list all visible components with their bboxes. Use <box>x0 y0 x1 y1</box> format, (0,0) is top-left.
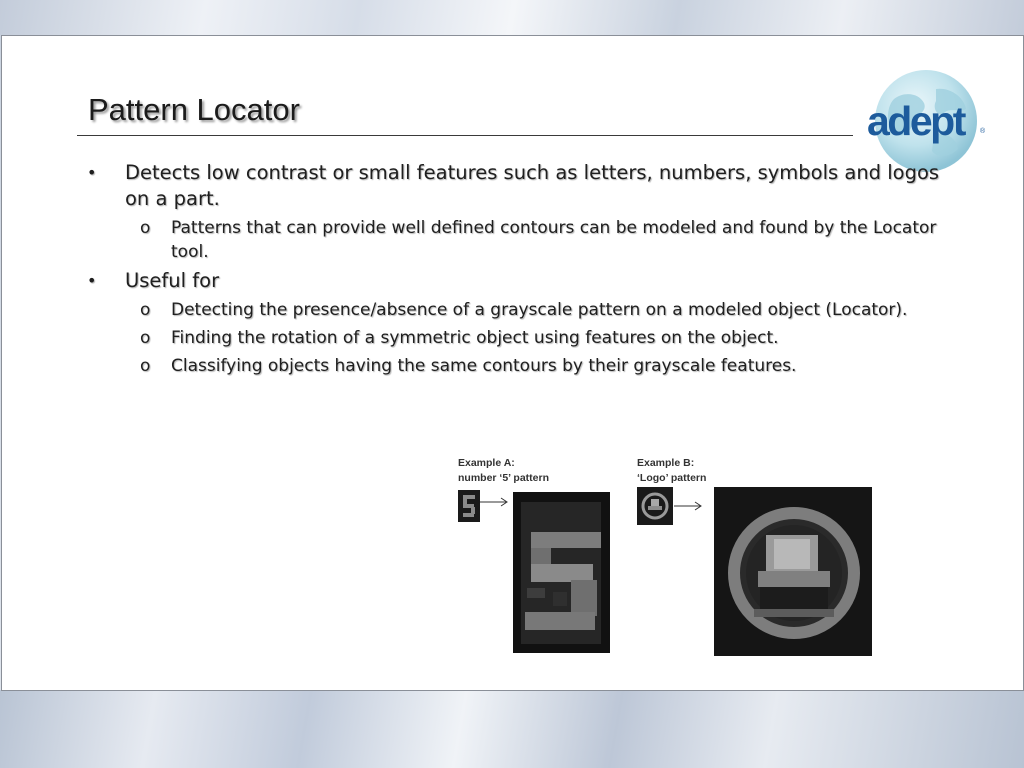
top-background-band <box>0 0 1024 35</box>
sub-bullet-item <box>85 216 945 264</box>
example-a-label: Example A: number ‘5’ pattern <box>458 457 550 484</box>
digit-5-thumbnail <box>458 490 480 522</box>
bullet-item-2 <box>85 268 945 294</box>
trademark-mark: ® <box>980 128 986 135</box>
sub-bullet-text: Finding the rotation of a symmetric object using features on the object. <box>171 328 779 348</box>
digit-5-enlarged-image <box>513 492 610 653</box>
bullet-marker: • <box>87 271 97 290</box>
sub-bullet-item <box>85 354 945 378</box>
title-underline <box>77 135 853 136</box>
bullet-item-1 <box>85 160 945 212</box>
example-b-label: Example B: ‘Logo’ pattern <box>637 457 707 484</box>
logo-pattern-enlarged-image <box>714 487 872 656</box>
sub-bullet-marker: o <box>140 218 151 238</box>
sub-bullet-item <box>85 298 945 322</box>
slide-title: Pattern Locator <box>88 92 300 127</box>
logo-pattern-thumbnail <box>637 487 673 525</box>
bullet-list <box>85 160 945 382</box>
sub-bullet-text: Classifying objects having the same contours by their grayscale features. <box>171 356 797 376</box>
sub-bullet-marker: o <box>140 356 151 376</box>
bullet-text: Detects low contrast or small features such as letters, numbers, symbols and logos on a part. <box>125 161 940 210</box>
sub-bullet-marker: o <box>140 328 151 348</box>
sub-bullet-marker: o <box>140 300 151 320</box>
sub-bullet-text: Detecting the presence/absence of a grayscale pattern on a modeled object (Locator). <box>171 300 908 320</box>
arrow-icon <box>480 496 510 508</box>
bullet-marker: • <box>87 163 97 182</box>
sub-bullet-text: Patterns that can provide well defined contours can be modeled and found by the Locator tool. <box>171 218 937 262</box>
adept-wordmark: adept <box>867 98 964 144</box>
bullet-text: Useful for <box>125 269 220 292</box>
arrow-icon <box>674 500 704 512</box>
sub-bullet-item <box>85 326 945 350</box>
bottom-background-band <box>0 690 1024 768</box>
